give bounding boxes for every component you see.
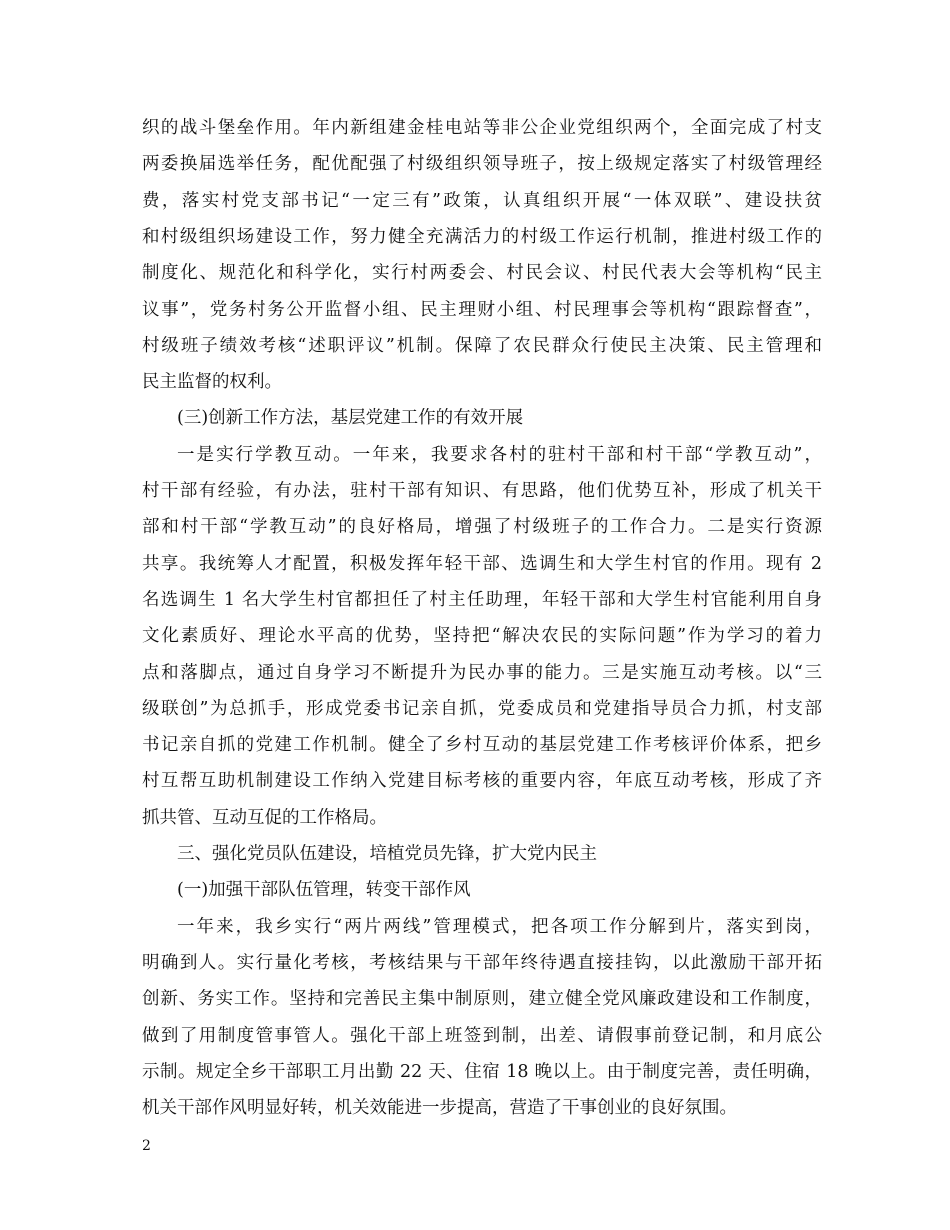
text-line: 织的战斗堡垒作用。年内新组建金桂电站等非公企业党组织两个，全面完成了村支 — [142, 118, 822, 138]
text-line: 级联创”为总抓手，形成党委书记亲自抓，党委成员和党建指导员合力抓，村支部 — [142, 698, 822, 719]
text-line: 点和落脚点，通过自身学习不断提升为民办事的能力。三是实施互动考核。以“三 — [142, 662, 822, 683]
text-line: 名选调生 1 名大学生村官都担任了村主任助理，年轻干部和大学生村官能利用自身 — [142, 589, 822, 610]
text-line: 书记亲自抓的党建工作机制。健全了乡村互动的基层党建工作考核评价体系，把乡 — [142, 735, 822, 756]
text-line: 创新、务实工作。坚持和完善民主集中制原则，建立健全党风廉政建设和工作制度， — [142, 989, 822, 1010]
text-line: 村干部有经验，有办法，驻村干部有知识、有思路，他们优势互补，形成了机关干 — [142, 481, 822, 501]
text-line: 村级班子绩效考核“述职评议”机制。保障了农民群众行使民主决策、民主管理和 — [142, 335, 822, 356]
text-line: 抓共管、互动互促的工作格局。 — [142, 807, 387, 828]
text-line: 村互帮互助机制建设工作纳入党建目标考核的重要内容，年底互动考核，形成了齐 — [142, 771, 822, 792]
text-line: 明确到人。实行量化考核，考核结果与干部年终待遇直接挂钩，以此激励干部开拓 — [142, 952, 822, 973]
text-line: 共享。我统筹人才配置，积极发挥年轻干部、选调生和大学生村官的作用。现有 2 — [142, 553, 822, 574]
text-line: 文化素质好、理论水平高的优势，坚持把“解决农民的实际问题”作为学习的着力 — [142, 626, 822, 647]
text-line: 示制。规定全乡干部职工月出勤 22 天、住宿 18 晚以上。由于制度完善，责任明确， — [142, 1061, 822, 1082]
text-line: 部和村干部“学教互动”的良好格局，增强了村级班子的工作合力。二是实行资源 — [142, 517, 822, 538]
text-line: 费，落实村党支部书记“一定三有”政策，认真组织开展“一体双联”、建设扶贫 — [142, 190, 822, 211]
text-line: 一是实行学教互动。一年来，我要求各村的驻村干部和村干部“学教互动”， — [177, 444, 822, 465]
text-line: 制度化、规范化和科学化，实行村两委会、村民会议、村民代表大会等机构“民主 — [142, 263, 822, 284]
text-line: 两委换届选举任务，配优配强了村级组织领导班子，按上级规定落实了村级管理经 — [142, 154, 822, 175]
text-line: 做到了用制度管事管人。强化干部上班签到制，出差、请假事前登记制，和月底公 — [142, 1025, 822, 1046]
page-number: 2 — [142, 1138, 151, 1154]
text-line: 和村级组织场建设工作，努力健全充满活力的村级工作运行机制，推进村级工作的 — [142, 226, 822, 247]
text-line: (一)加强干部队伍管理，转变干部作风 — [177, 880, 471, 901]
text-line: (三)创新工作方法，基层党建工作的有效开展 — [177, 408, 524, 429]
text-line: 机关干部作风明显好转，机关效能进一步提高，营造了干事创业的良好氛围。 — [142, 1098, 737, 1119]
text-line: 一年来，我乡实行“两片两线”管理模式，把各项工作分解到片，落实到岗， — [177, 916, 822, 937]
text-line: 三、强化党员队伍建设，培植党员先锋，扩大党内民主 — [177, 844, 597, 864]
text-line: 议事”，党务村务公开监督小组、民主理财小组、村民理事会等机构“跟踪督查”， — [142, 299, 822, 320]
text-line: 民主监督的权利。 — [142, 372, 282, 393]
